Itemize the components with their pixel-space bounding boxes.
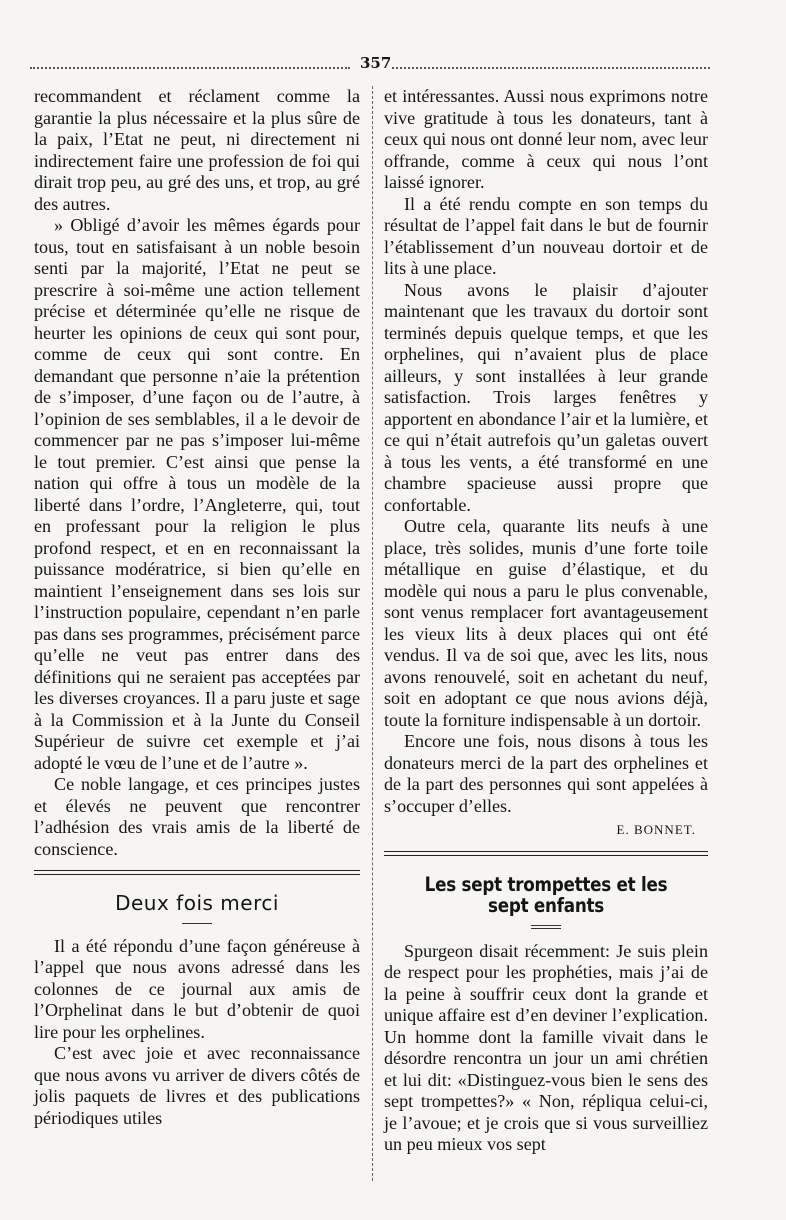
- article-title-sept-trompettes: Les sept trompettes et les sept enfants: [424, 872, 668, 917]
- right-paragraph-1: et intéressantes. Aussi nous exprimons notre vive gratitude à tous les donateurs, tant à ceux qui nous ont donné leur nom, avec leur offrande, comme à ceux qui nous l’ont laissé ignorer.: [384, 86, 708, 192]
- section-separator: [34, 870, 360, 875]
- title-dash: [531, 925, 561, 929]
- title-dash: [182, 923, 212, 924]
- signature: E. BONNET.: [616, 822, 696, 837]
- header-dotted-rule-left: [30, 67, 350, 69]
- section-separator: [384, 851, 708, 856]
- article-title-deux-fois-merci: Deux fois merci: [115, 891, 279, 915]
- right-paragraph-3: Nous avons le plaisir d’ajouter maintenant que les travaux du dortoir sont terminés depuis quelque temps, et que les orphelines, qui n’avaient plus de place ailleurs, y sont installées à leur grande satisfaction. Trois larges fenêtres y apportent en abondance l’air et la lumière, et ce qui n’était autrefois qu’un galetas ouvert à tous les vents, a été transformé en une chambre spacieuse aussi propre que confortable.: [384, 279, 708, 515]
- left-paragraph-5: C’est avec joie et avec reconnaissance que nous avons vu arriver de divers côtés de jolis paquets de livres et des publications périodiques utiles: [34, 1043, 360, 1128]
- column-divider: [372, 86, 373, 1181]
- right-paragraph-5: Encore une fois, nous disons à tous les donateurs merci de la part des orphelines et de la part des personnes qui sont appelées à s’occuper d’elles.: [384, 731, 708, 816]
- right-paragraph-6: Spurgeon disait récemment: Je suis plein de respect pour les prophéties, mais j’ai de la peine à souffrir ceux dont la grande et unique affaire est d’en deviner l’explication. Un homme dont la famille vivait dans le désordre rencontra un jour un ami chrétien et lui dit: «Distinguez-vous bien le sens des sept trompettes?» « Non, répliqua celui-ci, je l’avoue; et je crois que si vous surveilliez un peu mieux vos sept: [384, 940, 708, 1154]
- left-paragraph-1: recommandent et réclament comme la garantie la plus nécessaire et la plus sûre de la paix, l’Etat ne peut, ni directement ni indirectement faire une profession de foi qui dirait trop peu, au gré des uns, et trop, au gré des autres.: [34, 86, 360, 214]
- left-paragraph-2: » Obligé d’avoir les mêmes égards pour tous, tout en satisfaisant à un noble besoin senti par la majorité, l’Etat ne peut se prescrire à soi-même une action tellement précise et déterminée qu’elle ne risque de heurter les opinions de ceux qui sont pour, comme de ceux qui sont contre. En demandant que personne n’aie la prétention de s’imposer, d’une façon ou de l’autre, à l’opinion de ses semblables, il a le devoir de commencer par ne pas s’imposer lui-même le tout premier. C’est ainsi que pense la nation qui offre à tous un modèle de la liberté dans l’ordre, l’Angleterre, qui, tout en professant pour la religion le plus profond respect, et en en reconnaissant la puissance modératrice, si bien qu’elle en maintient l’enseignement dans ses lois sur l’instruction populaire, cependant n’en parle pas dans ses programmes, précisément parce qu’elle ne veut pas entrer dans des définitions qui ne seraient pas acceptées par les diverses croyances. Il a paru juste et sage à la Commission et à la Junte du Conseil Supérieur de suivre cet exemple et j’ai adopté le vœu de l’une et de l’autre ».: [34, 215, 360, 773]
- page-number: 357: [360, 54, 392, 72]
- right-column: [384, 86, 708, 1156]
- page-header: [30, 52, 710, 74]
- header-dotted-rule-right: [392, 67, 710, 69]
- left-column: [34, 86, 360, 1129]
- left-paragraph-4: Il a été répondu d’une façon généreuse à l’appel que nous avons adressé dans les colonnes de ce journal aux amis de l’Orphelinat dans le but d’obtenir de quoi lire pour les orphelines.: [34, 935, 360, 1042]
- right-paragraph-4: Outre cela, quarante lits neufs à une place, très solides, munis d’une forte toile métallique en guise d’élastique, et du modèle qui nous a paru le plus convenable, sont venus remplacer fort avantageusement les vieux lits à deux places qui ont été vendus. Il va de soi que, avec les lits, nous avons renouvelé, soit en achetant du neuf, soit en adoptant ce que nous avions déjà, toute la forniture indispensable à un dortoir.: [384, 516, 708, 730]
- left-paragraph-3: Ce noble langage, et ces principes justes et élevés ne peuvent que rencontrer l’adhésion des vrais amis de la liberté de conscience.: [34, 774, 360, 859]
- right-paragraph-2: Il a été rendu compte en son temps du résultat de l’appel fait dans le but de fournir l’établissement d’un nouveau dortoir et de lits à une place.: [384, 193, 708, 278]
